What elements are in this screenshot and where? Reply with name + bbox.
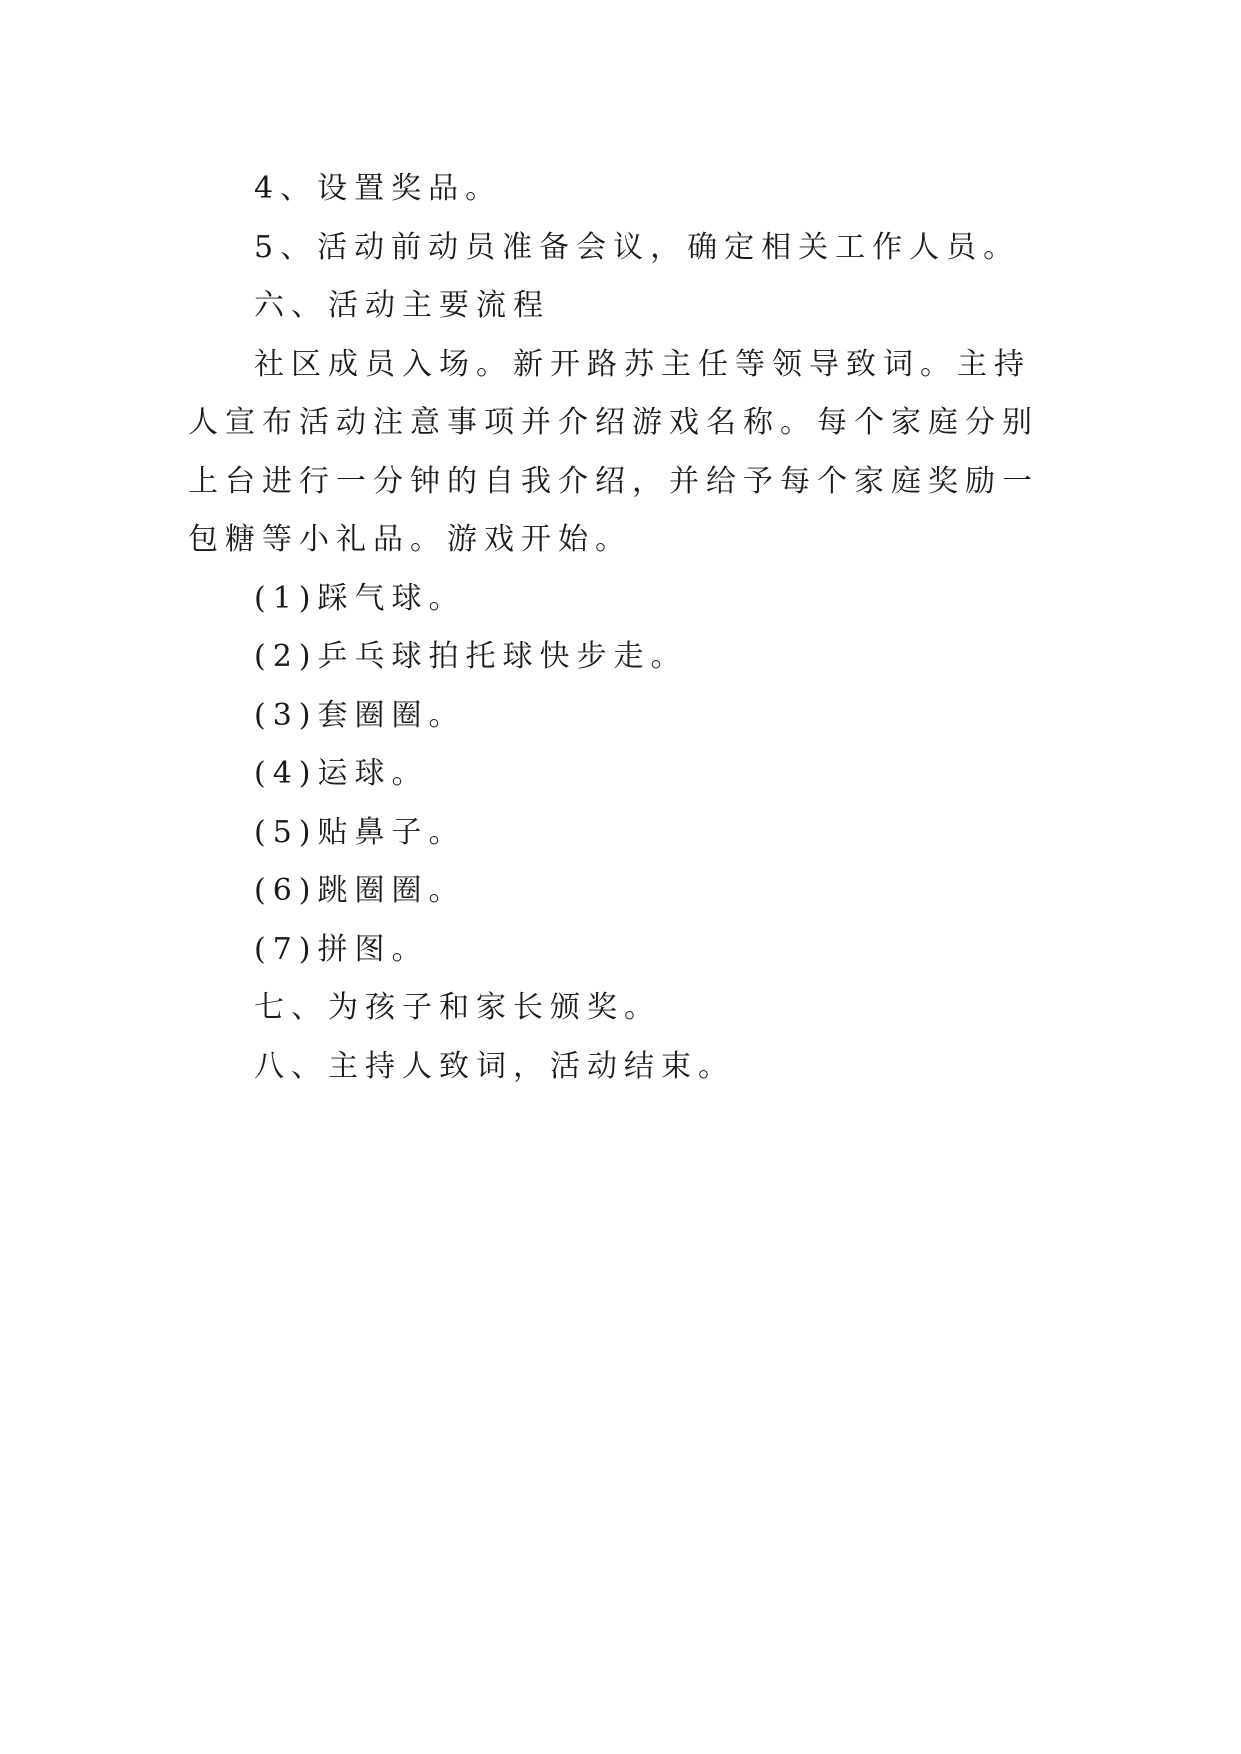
list-item-game-1: (1)踩气球。: [254, 580, 466, 616]
section-heading-main-process: 六、活动主要流程: [254, 288, 550, 323]
list-item-game-6: (6)跳圈圈。: [254, 873, 466, 908]
list-item-game-4: (4)运球。: [254, 756, 429, 791]
paragraph-mobilization-meeting: 5、活动前动员准备会议，确定相关工作人员。: [254, 229, 1021, 265]
paragraph-prize-setup: 4、设置奖品。: [254, 171, 503, 206]
list-item-game-7: (7)拼图。: [254, 931, 429, 967]
section-heading-awards: 七、为孩子和家长颁奖。: [254, 990, 661, 1025]
paragraph-process-description: 社区成员入场。新开路苏主任等领导致词。主持人宣布活动注意事项并介绍游戏名称。每个家庭分别上台进行一分钟的自我介绍，并给予每个家庭奖励一包糖等小礼品。游戏开始。: [188, 346, 1039, 557]
list-item-game-3: (3)套圈圈。: [254, 697, 466, 733]
list-item-game-5: (5)贴鼻子。: [254, 814, 466, 850]
list-item-game-2: (2)乒乓球拍托球快步走。: [254, 639, 688, 674]
section-heading-closing: 八、主持人致词，活动结束。: [254, 1048, 735, 1084]
document-body: [188, 160, 1054, 1096]
